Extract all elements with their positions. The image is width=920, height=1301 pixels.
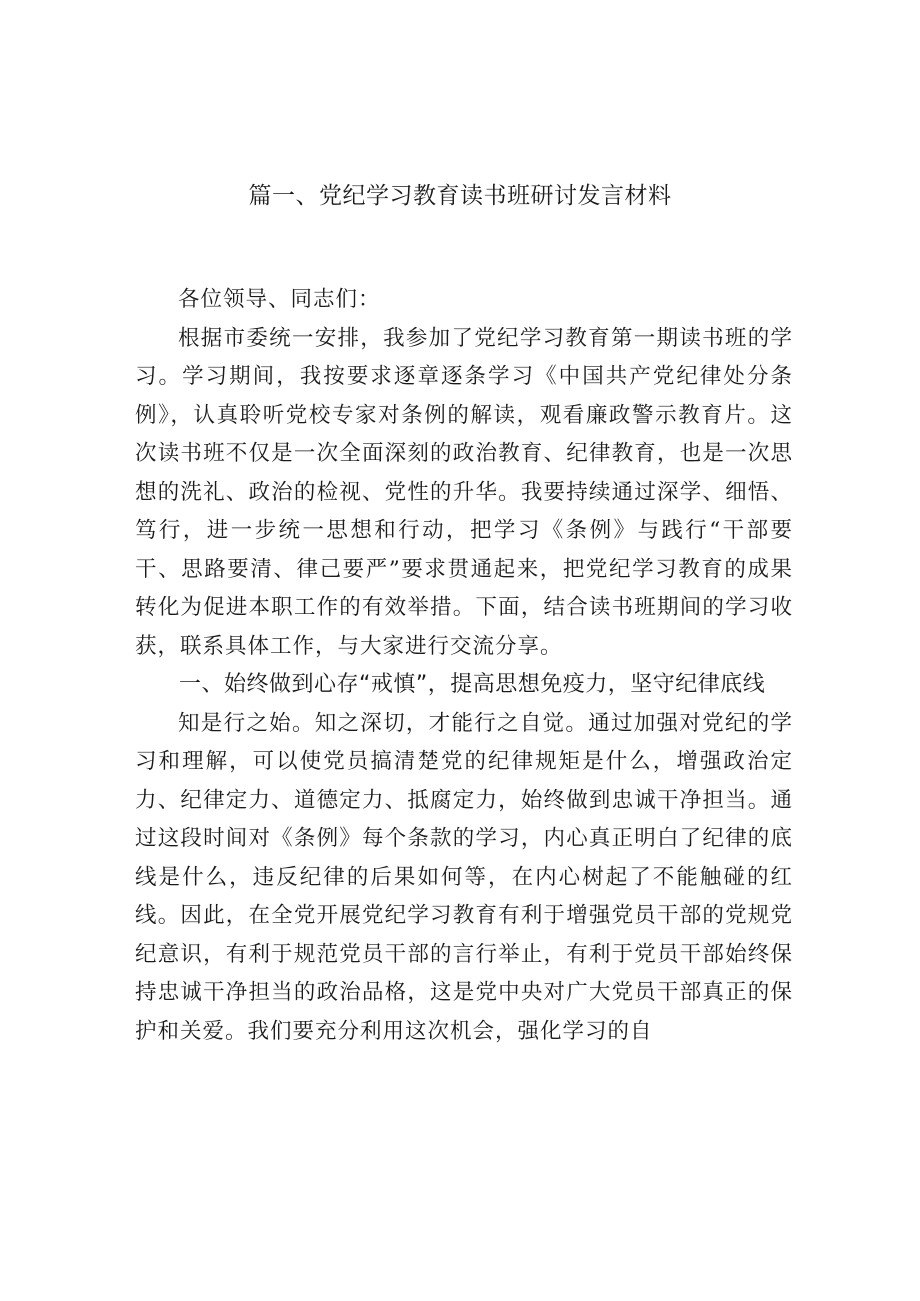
document-body [135, 281, 793, 1051]
document-title: 篇一、党纪学习教育读书班研讨发言材料 [248, 183, 672, 209]
paragraph-section-1: 知是行之始。知之深切，才能行之自觉。通过加强对党纪的学习和理解，可以使党员搞清楚党的纪律规矩是什么，增强政治定力、纪律定力、道德定力、抵腐定力，始终做到忠诚干净担当。通过这段时间对《条例》每个条款的学习，内心真正明白了纪律的底线是什么，违反纪律的后果如何等，在内心树起了不能触碰的红线。因此，在全党开展党纪学习教育有利于增强党员干部的党规党纪意识，有利于规范党员干部的言行举止，有利于党员干部始终保持忠诚干净担当的政治品格，这是党中央对广大党员干部真正的保护和关爱。我们要充分利用这次机会，强化学习的自 [135, 710, 793, 1044]
section-heading-1: 一、始终做到心存“戒慎”，提高思想免疫力，坚守纪律底线 [179, 672, 766, 697]
paragraph-intro: 根据市委统一安排，我参加了党纪学习教育第一期读书班的学习。学习期间，我按要求逐章逐条学习《中国共产党纪律处分条例》，认真聆听党校专家对条例的解读，观看廉政警示教育片。这次读书班不仅是一次全面深刻的政治教育、纪律教育，也是一次思想的洗礼、政治的检视、党性的升华。我要持续通过深学、细悟、笃行，进一步统一思想和行动，把学习《条例》与践行“干部要干、思路要清、律己要严”要求贯通起来，把党纪学习教育的成果转化为促进本职工作的有效举措。下面，结合读书班期间的学习收获，联系具体工作，与大家进行交流分享。 [135, 325, 793, 659]
greeting: 各位领导、同志们： [178, 287, 381, 312]
